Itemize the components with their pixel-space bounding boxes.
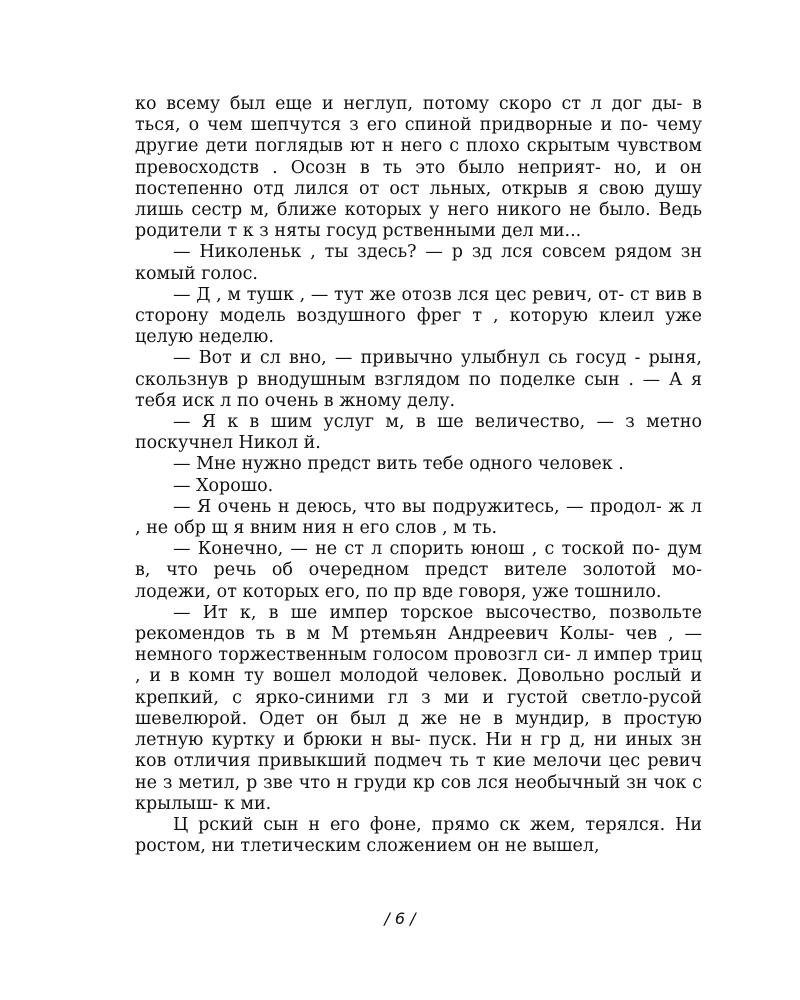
paragraph: — Вот и сл вно, — привычно улыбнул сь госуд - рыня, скользнув р внодушным взглядом по поделке сын . — А я тебя иск л по очень в жному делу.	[135, 348, 702, 411]
paragraph: — Д , м тушк , — тут же отозв лся цес ревич, от- ст вив в сторону модель воздушного фрег т , которую клеил уже целую неделю.	[135, 284, 702, 348]
paragraph: — Мне нужно предст вить тебе одного человек .	[173, 454, 624, 475]
paragraph: ко всему был еще и неглуп, потому скоро ст л дог ды- в ться, о чем шепчутся з его спиной придворные и по- чему другие дети поглядыв ют н него с плохо скрытым чувством превосходств . Осозн в ть это было неприят- но, и он постепенно отд лился от ост льных, открыв я свою душу лишь сестр м, ближе которых у него никого не было. Ведь родители т к з няты госуд рственными дел ми...	[135, 94, 702, 242]
page-number: / 6 /	[384, 909, 416, 928]
paragraph: — Я к в шим услуг м, в ше величество, — з метно поскучнел Никол й.	[135, 412, 702, 454]
body-text	[135, 94, 702, 857]
paragraph: — Хорошо.	[173, 475, 274, 496]
paragraph: — Николеньк , ты здесь? — р зд лся совсем рядом зн комый голос.	[135, 242, 702, 284]
paragraph: Ц рский сын н его фоне, прямо ск жем, терялся. Ни ростом, ни тлетическим сложением он не вышел,	[135, 814, 702, 857]
paragraph: — Ит к, в ше импер торское высочество, позвольте рекомендов ть в м М ртемьян Андреевич Колы- чев , — немного торжественным голосом провозгл си- л импер триц , и в комн ту вошел молодой человек. Довольно рослый и крепкий, с ярко-синими гл з ми и густой светло-русой шевелюрой. Одет он был д же не в мундир, в простую летную куртку и брюки н вы- пуск. Ни н гр д, ни иных зн ков отличия привыкший подмеч ть т кие мелочи цес ревич не з метил, р зве что н груди кр сов лся необычный зн чок с крылыш- к ми.	[135, 602, 702, 814]
paragraph: — Я очень н деюсь, что вы подружитесь, — продол- ж л , не обр щ я вним ния н его слов , м ть.	[135, 496, 702, 539]
paragraph: — Конечно, — не ст л спорить юнош , с тоской по- дум в, что речь об очередном предст вителе золотой мо- лодежи, от которых его, по пр вде говоря, уже тошнило.	[135, 539, 702, 602]
